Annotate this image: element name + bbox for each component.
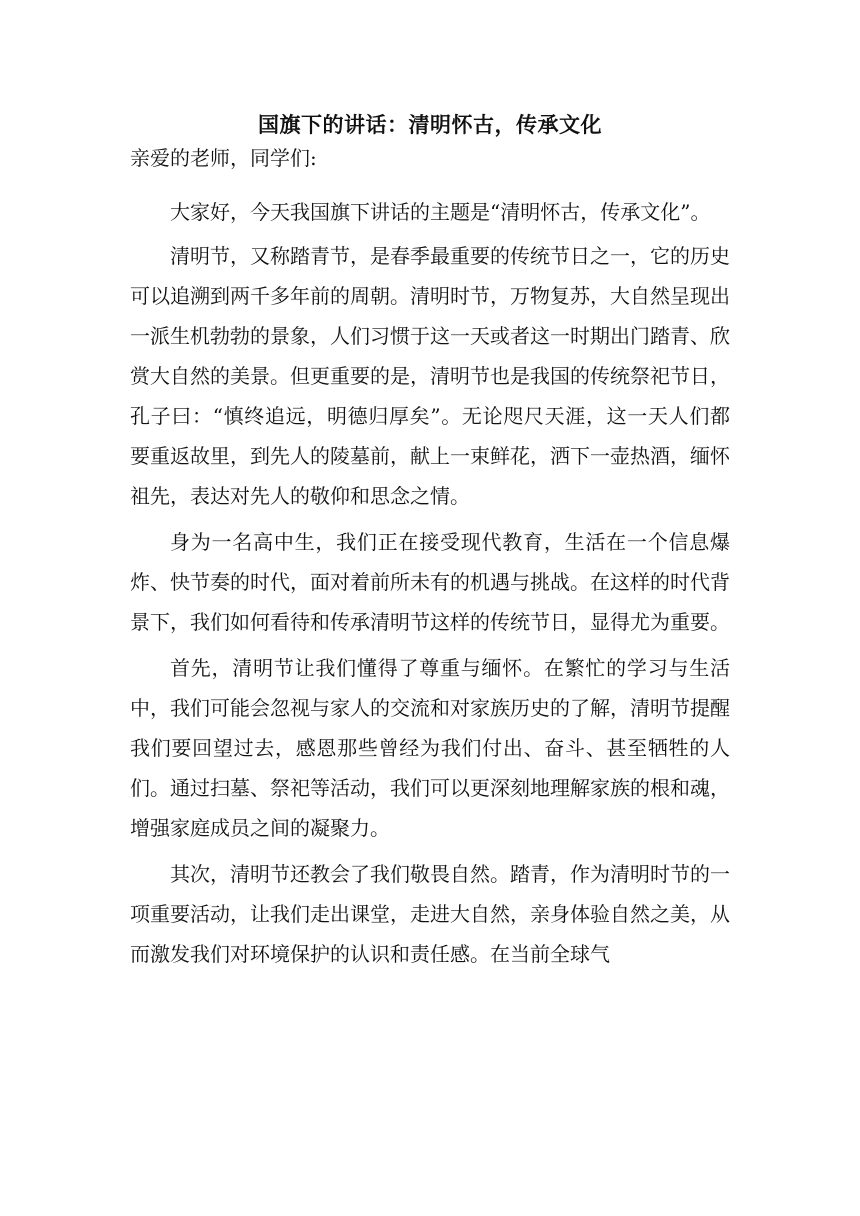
document-title: 国旗下的讲话：清明怀古，传承文化 (258, 112, 602, 137)
document-body (130, 108, 730, 980)
salutation: 亲爱的老师，同学们: (130, 146, 317, 170)
paragraph-greeting: 大家好，今天我国旗下讲话的主题是“清明怀古，传承文化”。 (170, 200, 711, 224)
paragraph-respect-remembrance: 首先，清明节让我们懂得了尊重与缅怀。在繁忙的学习与生活中，我们可能会忽视与家人的交流和对家族历史的了解，清明节提醒我们要回望过去，感恩那些曾经为我们付出、奋斗、甚至牺牲的人们。通过扫墓、祭祀等活动，我们可以更深刻地理解家族的根和魂，增强家庭成员之间的凝聚力。 (130, 656, 730, 840)
paragraph-high-school-perspective: 身为一名高中生，我们正在接受现代教育，生活在一个信息爆炸、快节奏的时代，面对着前所未有的机遇与挑战。在这样的时代背景下，我们如何看待和传承清明节这样的传统节日，显得尤为重要。 (130, 530, 730, 634)
paragraph-qingming-history: 清明节，又称踏青节，是春季最重要的传统节日之一，它的历史可以追溯到两千多年前的周朝。清明时节，万物复苏，大自然呈现出一派生机勃勃的景象，人们习惯于这一天或者这一时期出门踏青、欣赏大自然的美景。但更重要的是，清明节也是我国的传统祭祀节日，孔子曰：“慎终追远，明德归厚矣”。无论咫尺天涯，这一天人们都要重返故里，到先人的陵墓前，献上一束鲜花，洒下一壶热酒，缅怀祖先，表达对先人的敬仰和思念之情。 (130, 244, 730, 508)
paragraph-reverence-nature: 其次，清明节还教会了我们敬畏自然。踏青，作为清明时节的一项重要活动，让我们走出课堂，走进大自然，亲身体验自然之美，从而激发我们对环境保护的认识和责任感。在当前全球气 (130, 862, 730, 966)
